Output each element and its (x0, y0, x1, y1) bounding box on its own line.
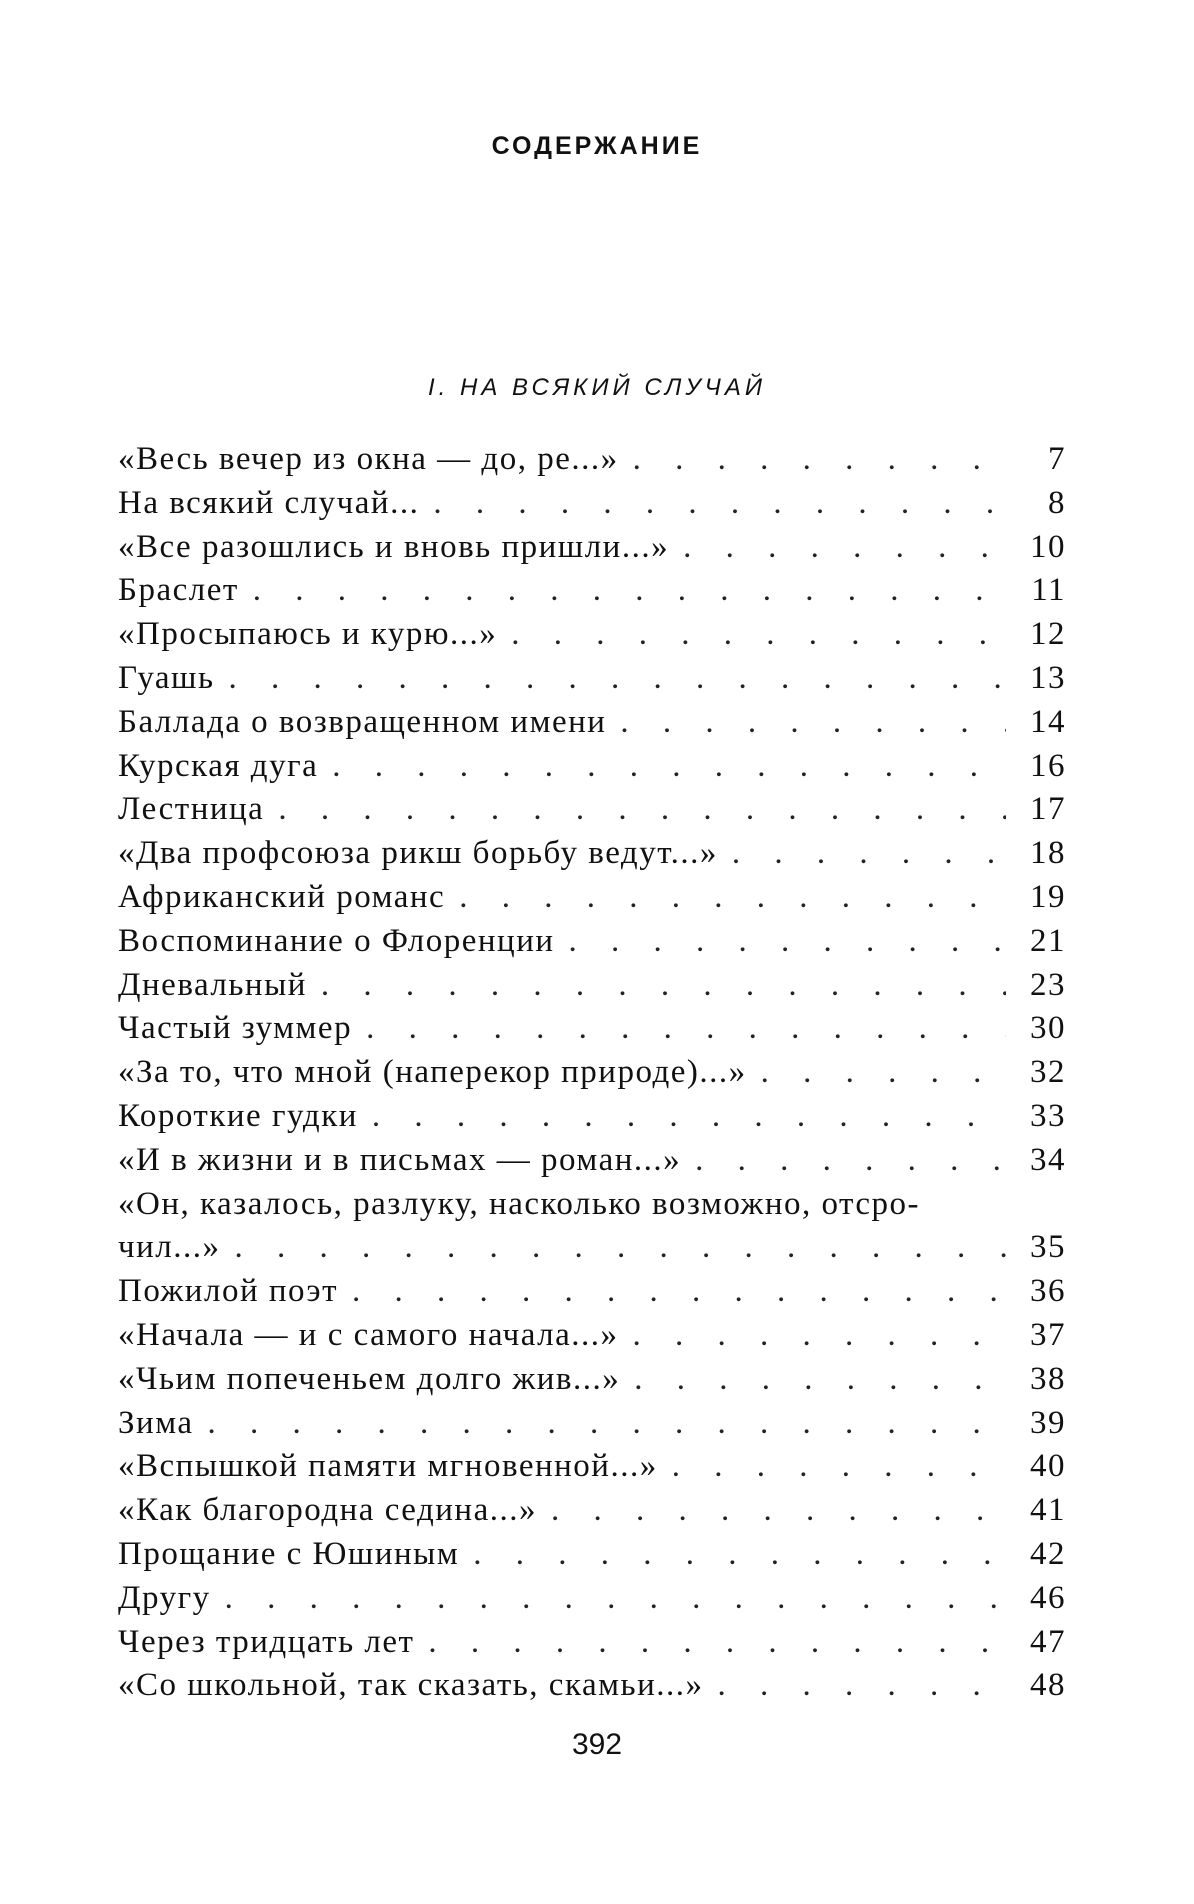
toc-entry-title: «Весь вечер из окна — до, ре...» (118, 441, 619, 477)
toc-entry-page: 38 (1030, 1360, 1066, 1397)
dot-leader (563, 920, 1006, 964)
toc-entry (118, 1533, 1066, 1577)
dot-leader (326, 745, 1006, 789)
dot-leader (247, 569, 1006, 613)
toc-entry-page: 7 (1048, 441, 1066, 477)
toc-entry-page: 23 (1030, 966, 1066, 1003)
toc-entry (118, 657, 1066, 701)
toc-entry-page: 35 (1030, 1229, 1066, 1266)
toc-entry-title: «Со школьной, так сказать, скамьи...» (118, 1667, 704, 1704)
toc-entry-title: Через тридцать лет (118, 1623, 415, 1660)
section-heading: I. НА ВСЯКИЙ СЛУЧАЙ (428, 374, 766, 401)
toc-entry (118, 701, 1066, 745)
toc-entry (118, 1095, 1066, 1139)
toc-entry-title: Прощание с Юшиным (118, 1535, 460, 1572)
toc-entry-page: 34 (1030, 1141, 1066, 1178)
dot-leader (315, 964, 1006, 1008)
dot-leader (202, 1402, 1007, 1446)
toc-entry (118, 1183, 1066, 1271)
dot-leader (223, 657, 1007, 701)
dot-leader (360, 1007, 1006, 1051)
toc-entry-title: Зима (118, 1404, 194, 1441)
toc-entry-page: 14 (1030, 703, 1066, 740)
table-of-contents (118, 438, 1066, 1708)
toc-entry-title: Африканский романс (118, 878, 446, 915)
toc-entry (118, 526, 1066, 570)
toc-entry-title: Короткие гудки (118, 1097, 358, 1134)
dot-leader (666, 1445, 1006, 1489)
toc-entry-page: 10 (1030, 528, 1066, 565)
toc-entry-title: «Как благородна седина...» (118, 1492, 537, 1529)
toc-entry (118, 1007, 1066, 1051)
toc-entry-title: «Начала — и с самого начала...» (118, 1316, 619, 1353)
dot-leader (627, 1314, 1006, 1358)
toc-entry-page: 42 (1030, 1535, 1066, 1572)
toc-entry-page: 30 (1030, 1010, 1066, 1047)
toc-entry (118, 788, 1066, 832)
toc-entry-title: «Вспышкой памяти мгновенной...» (118, 1448, 658, 1485)
dot-leader (755, 1051, 1006, 1095)
dot-leader (219, 1577, 1006, 1621)
toc-entry-title-line: «Он, казалось, разлуку, насколько возможно, отсро- (118, 1185, 921, 1222)
toc-entry-page: 46 (1030, 1579, 1066, 1616)
dot-leader (505, 613, 1006, 657)
toc-entry (118, 1664, 1066, 1708)
toc-entry (118, 1051, 1066, 1095)
toc-entry-title: Другу (118, 1579, 211, 1616)
toc-entry (118, 569, 1066, 613)
dot-leader (422, 1621, 1006, 1665)
toc-entry-page: 21 (1030, 922, 1066, 959)
toc-entry-title: чил...» (118, 1229, 221, 1266)
toc-entry-page: 17 (1030, 791, 1066, 828)
toc-entry (118, 438, 1066, 482)
toc-entry-page: 8 (1048, 484, 1066, 521)
toc-entry (118, 613, 1066, 657)
toc-entry-title: «Просыпаюсь и курю...» (118, 616, 498, 653)
toc-entry (118, 1445, 1066, 1489)
toc-entry (118, 482, 1066, 526)
toc-entry-title: «Все разошлись и вновь пришли...» (118, 528, 670, 565)
toc-entry-title: «Два профсоюза рикш борьбу ведут...» (118, 835, 718, 872)
toc-entry (118, 832, 1066, 876)
toc-entry-page: 16 (1030, 747, 1066, 784)
toc-entry-page: 32 (1030, 1054, 1066, 1091)
dot-leader (614, 701, 1006, 745)
toc-entry-page: 41 (1030, 1492, 1066, 1529)
dot-leader (366, 1095, 1006, 1139)
dot-leader (427, 482, 1006, 526)
toc-entry-title: Браслет (118, 572, 239, 609)
dot-leader (689, 1139, 1006, 1183)
toc-entry-page: 47 (1030, 1623, 1066, 1660)
toc-entry-page: 48 (1030, 1667, 1066, 1704)
toc-entry-title: «За то, что мной (наперекор природе)...» (118, 1054, 747, 1091)
dot-leader (628, 1358, 1006, 1402)
toc-entry (118, 1270, 1066, 1314)
toc-entry-page: 33 (1030, 1097, 1066, 1134)
toc-entry-page: 11 (1031, 572, 1066, 609)
toc-entry-page: 19 (1030, 878, 1066, 915)
toc-entry-page: 18 (1030, 835, 1066, 872)
toc-entry-page: 12 (1030, 616, 1066, 653)
toc-entry (118, 1314, 1066, 1358)
toc-entry-page: 36 (1030, 1273, 1066, 1310)
toc-entry (118, 876, 1066, 920)
toc-entry-title: Частый зуммер (118, 1010, 353, 1047)
dot-leader (711, 1664, 1006, 1708)
toc-entry-title: Гуашь (118, 659, 215, 696)
dot-leader (228, 1226, 1006, 1270)
toc-entry-page: 37 (1030, 1316, 1066, 1353)
dot-leader (467, 1533, 1006, 1577)
dot-leader (272, 788, 1006, 832)
dot-leader (545, 1489, 1006, 1533)
toc-entry-title: На всякий случай... (118, 484, 420, 521)
toc-entry-title: Воспоминание о Флоренции (118, 922, 555, 959)
toc-entry-title: Курская дуга (118, 747, 319, 784)
toc-entry (118, 1139, 1066, 1183)
toc-entry-title: Пожилой поэт (118, 1273, 338, 1310)
toc-entry-title: Дневальный (118, 966, 307, 1003)
toc-entry-title: «Чьим попеченьем долго жив...» (118, 1360, 621, 1397)
toc-entry-page: 13 (1030, 659, 1066, 696)
toc-entry (118, 1402, 1066, 1446)
dot-leader (677, 526, 1006, 570)
dot-leader (627, 438, 1006, 482)
page-number: 392 (571, 1728, 623, 1761)
toc-entry-title: Лестница (118, 791, 265, 828)
toc-entry (118, 1621, 1066, 1665)
toc-entry (118, 745, 1066, 789)
toc-entry (118, 1489, 1066, 1533)
toc-entry (118, 1358, 1066, 1402)
toc-entry-title: «И в жизни и в письмах — роман...» (118, 1141, 682, 1178)
toc-entry-title: Баллада о возвращенном имени (118, 703, 607, 740)
dot-leader (726, 832, 1006, 876)
toc-entry-page: 39 (1030, 1404, 1066, 1441)
toc-entry (118, 920, 1066, 964)
toc-entry (118, 1577, 1066, 1621)
dot-leader (453, 876, 1006, 920)
page-title: СОДЕРЖАНИЕ (491, 132, 703, 160)
dot-leader (346, 1270, 1006, 1314)
toc-entry (118, 964, 1066, 1008)
toc-entry-page: 40 (1030, 1448, 1066, 1485)
